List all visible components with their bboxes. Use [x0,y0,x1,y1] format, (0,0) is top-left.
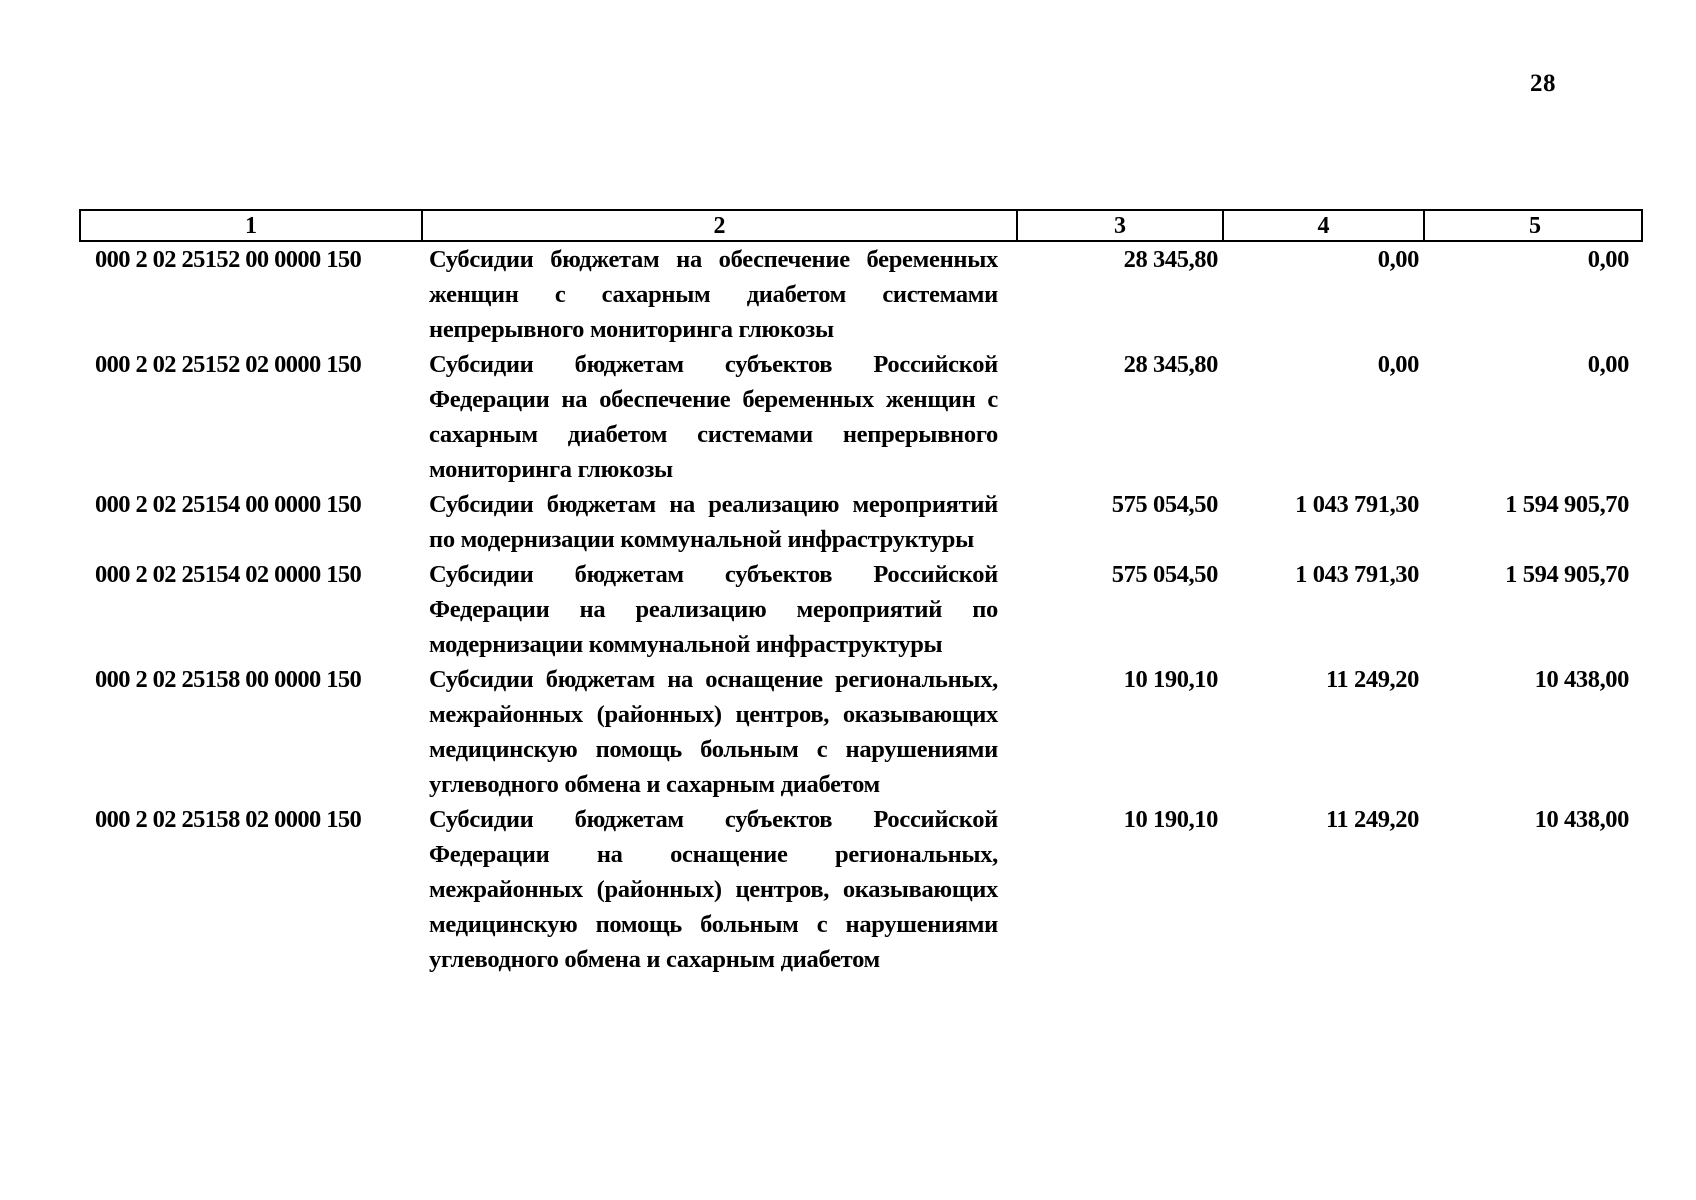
budget-code: 000 2 02 25158 00 0000 150 [95,666,362,693]
amount-col-5: 1 594 905,70 [1505,491,1629,518]
header-col-3: 3 [1016,211,1222,240]
table-header-row [79,209,1643,242]
row-description: Субсидии бюджетам на обеспечение беременных женщин с сахарным диабетом системами непрерывного мониторинга глюкозы [429,246,998,343]
table-row [79,662,1643,802]
amount-col-3: 575 054,50 [1111,491,1218,518]
amount-col-3: 28 345,80 [1123,246,1218,273]
header-col-2: 2 [421,211,1016,240]
amount-col-5: 0,00 [1587,246,1629,273]
budget-code: 000 2 02 25152 00 0000 150 [95,246,362,273]
amount-col-5: 10 438,00 [1534,806,1629,833]
amount-col-5: 0,00 [1587,351,1629,378]
amount-col-4: 0,00 [1377,351,1419,378]
amount-col-5: 10 438,00 [1534,666,1629,693]
amount-col-4: 1 043 791,30 [1295,491,1419,518]
header-col-1: 1 [245,212,257,239]
amount-col-3: 10 190,10 [1123,806,1218,833]
budget-code: 000 2 02 25158 02 0000 150 [95,806,362,833]
table-row [79,242,1643,347]
row-description: Субсидии бюджетам субъектов Российской Федерации на оснащение региональных, межрайонных (районных) центров, оказывающих медицинскую помощь больным с нарушениями углеводного обмена и сахарным диабетом [429,806,998,973]
row-description: Субсидии бюджетам на оснащение региональных, межрайонных (районных) центров, оказывающих медицинскую помощь больным с нарушениями углеводного обмена и сахарным диабетом [429,666,998,798]
table-row [79,347,1643,487]
amount-col-4: 0,00 [1377,246,1419,273]
table-row [79,802,1643,977]
table-row [79,557,1643,662]
amount-col-3: 575 054,50 [1111,561,1218,588]
budget-table [79,209,1643,977]
amount-col-4: 11 249,20 [1325,806,1419,833]
budget-code: 000 2 02 25154 02 0000 150 [95,561,362,588]
row-description: Субсидии бюджетам на реализацию мероприятий по модернизации коммунальной инфраструктуры [429,491,998,553]
table-row [79,487,1643,557]
amount-col-3: 10 190,10 [1123,666,1218,693]
budget-code: 000 2 02 25152 02 0000 150 [95,351,362,378]
budget-code: 000 2 02 25154 00 0000 150 [95,491,362,518]
header-col-4: 4 [1222,211,1423,240]
page-number: 28 [1530,70,1556,97]
amount-col-4: 1 043 791,30 [1295,561,1419,588]
amount-col-3: 28 345,80 [1123,351,1218,378]
header-col-5: 5 [1423,211,1645,240]
amount-col-4: 11 249,20 [1325,666,1419,693]
row-description: Субсидии бюджетам субъектов Российской Федерации на реализацию мероприятий по модернизации коммунальной инфраструктуры [429,561,998,658]
row-description: Субсидии бюджетам субъектов Российской Федерации на обеспечение беременных женщин с сахарным диабетом системами непрерывного мониторинга глюкозы [429,351,998,483]
amount-col-5: 1 594 905,70 [1505,561,1629,588]
